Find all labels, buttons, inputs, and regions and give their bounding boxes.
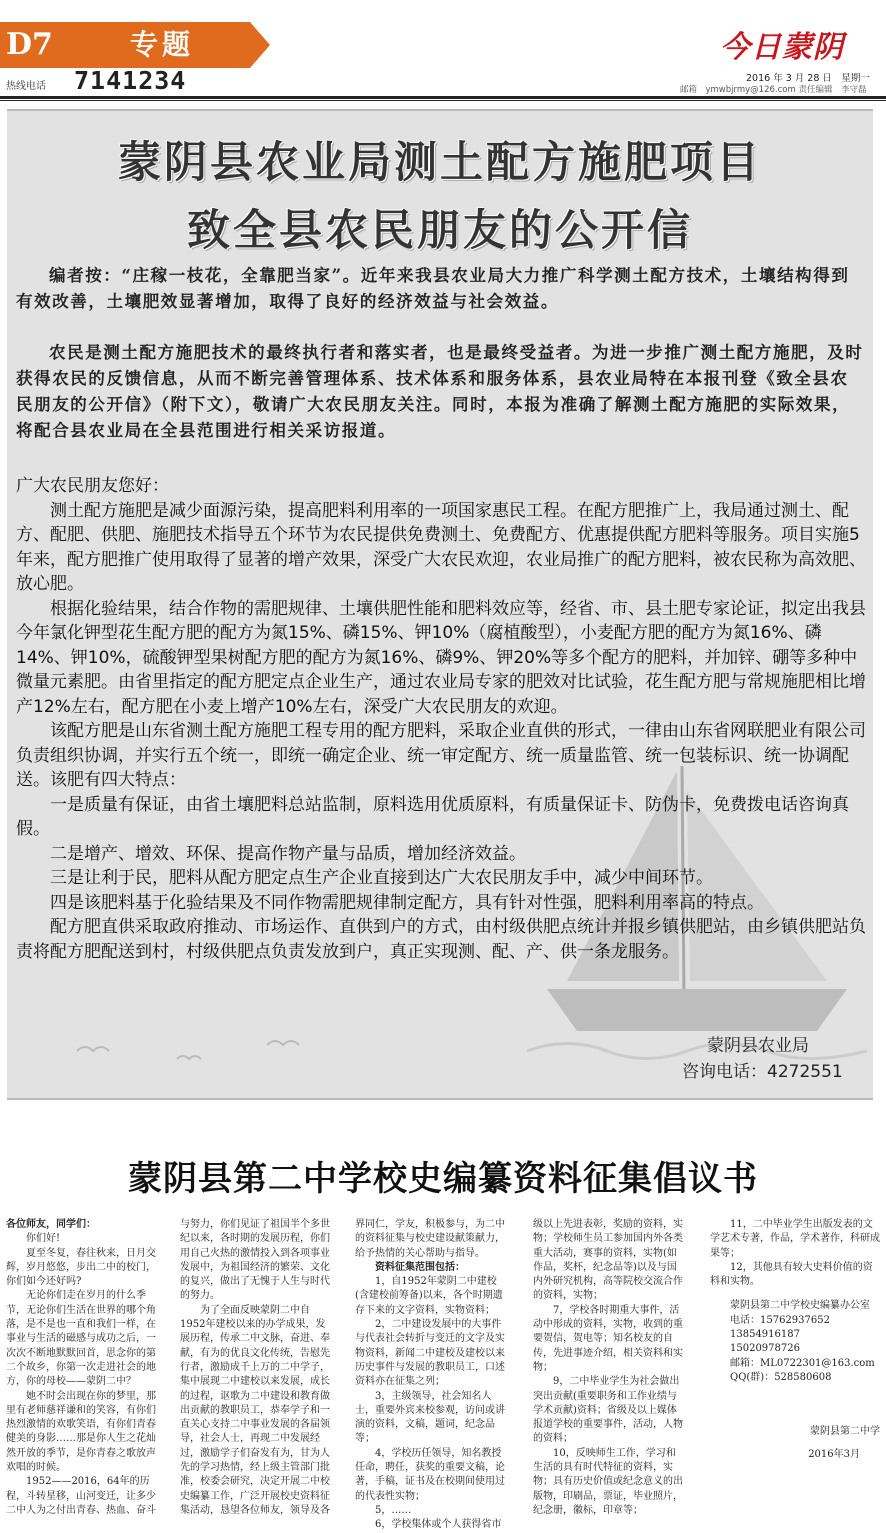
letter-paragraph: 三是让利于民，肥料从配方肥定点生产企业直接到达广大农民朋友手中，减少中间环节。 (50, 868, 713, 888)
letter-signature: 蒙阴县农业局 (707, 1036, 809, 1056)
column-paragraph: 11，二中毕业学生出版发表的文学艺术专著，作品，学术著作，科研成果等； (710, 1219, 880, 1259)
column-paragraph: 5，…… (375, 1504, 412, 1516)
seagull-icon (67, 1031, 367, 1071)
editor-contact: 邮箱 ymwbjrmy@126.com 责任编辑 李守磊 (680, 85, 867, 95)
page-number: D7 (6, 27, 53, 62)
office-qq: QQ(群)：528580608 (730, 1371, 832, 1383)
article-title: 蒙阴县第二中学校史编纂资料征集倡议书 (128, 1159, 758, 1199)
column-paragraph: 3，主级领导，社会知名人士，重要外宾来校参观，访问或讲演的资料，文稿，题词，纪念品等； (355, 1390, 505, 1445)
office-phone: 13854916187 (730, 1329, 800, 1341)
letter-paragraph: 配方肥直供采取政府推动、市场运作、直供到户的方式，由村级供肥点统计并报乡镇供肥站，由乡镇供肥站负责将配方肥配送到村，村级供肥点负责发放到户，真正实现测、配、产、供一条龙服务。 (16, 917, 866, 962)
column-paragraph: 10，反映师生工作，学习和生活的具有时代特征的资料，实物；具有历史价值或纪念意义的出版物，印刷品，票证，毕业照片，纪念册，徽标，印章等； (533, 1447, 683, 1516)
section-name: 专题 (130, 28, 195, 61)
column-paragraph: 2，二中建设发展中的大事件与代表社会转折与变迁的文字及实物资料，新闻二中建校及建校以来历史事件与发展的教职员工，口述资料亦在征集之列； (355, 1319, 505, 1388)
office-phone: 电话：15762937652 (730, 1314, 830, 1326)
article-column-3 (355, 1218, 507, 1533)
notice-title-line2: 致全县农民朋友的公开信 (187, 206, 693, 256)
article-column-2 (180, 1218, 332, 1518)
article-column-1 (6, 1218, 158, 1518)
letter-paragraph: 二是增产、增效、环保、提高作物产量与品质，增加经济效益。 (50, 843, 526, 864)
column-paragraph: 1952——2016，64年的历程，斗转星移，山河变迁，让多少二中人为之付出青春、热血、奋斗 (6, 1476, 156, 1516)
column-paragraph: 无论你们走在岁月的什么季节，无论你们生活在世界的哪个角落，是不是也一直和我们一样，在事业与生活的磁感与成功之后，一次次不断地默默回首，思念你的第二个故乡，你第一次走进社会的地方，你的母校——蒙阴二中？ (6, 1290, 156, 1388)
column-paragraph: 级以上先进表彰，奖励的资料，实物；学校师生员工参加国内外各类重大活动，赛事的资料，实物(如作品，奖杯，纪念品等)以及与国内外研究机构，高等院校交流合作的资料，实物； (533, 1219, 683, 1302)
editor-note: 编者按：“庄稼一枝花，全靠肥当家”。近年来我县农业局大力推广科学测土配方技术，土壤结构得到有效改善，土壤肥效显著增加，取得了良好的经济效益与社会效益。 (16, 266, 850, 311)
open-letter-panel (7, 109, 873, 1100)
header-divider-thin (0, 100, 886, 101)
letter-greeting: 广大农民朋友您好： (16, 476, 169, 496)
column-paragraph: 7，学校各时期重大事件，活动中形成的资料，实物，收到的重要贺信，贺电等；知名校友的自传，先进事迹介绍，相关资料和实物； (533, 1304, 683, 1373)
column-paragraph: 为了全面反映蒙阴二中自1952年建校以来的办学成果，发展历程，传承二中文脉，奋进、奉献，有为的优良文化传统，告慰先行者，激励成千上万的二中学子，集中展现二中建校以来发展，成长的过程，讴歌为二中建设和教育做出贡献的教职员工，恭奉学子和一直关心支持二中事业发展的各届领导，社会人士，再现二中发展经过，激励学子们奋发有为，甘为人先的学习热情，经上级主管部门批准，校委会研究，决定开展二中校史编纂工作，广泛开展校史资料征集活动，恳望各位师友，领导及各 (180, 1304, 330, 1516)
column-paragraph: 界同仁，学友，积极参与，为二中的资料征集与校史建设献策献力，给予热情的关心帮助与指导。 (355, 1219, 505, 1259)
column-paragraph: 4，学校历任领导，知名教授任命，聘任，获奖的重要文稿，论著，手稿，证书及在校期间使用过的代表性实物； (355, 1447, 505, 1502)
letter-paragraph: 根据化验结果，结合作物的需肥规律、土壤供肥性能和肥料效应等，经省、市、县土肥专家论证，拟定出我县今年氯化钾型花生配方肥的配方为氮15%、磷15%、钾10%（腐植酸型），小麦配方肥的配方为氮16%、磷14%、钾10%，硫酸钾型果树配方肥的配方为氮16%、磷9%、钾20%等多个配方的肥料，并加锌、硼等多种中微量元素肥。由省里指定的配方肥定点企业生产，通过农业局专家的肥效对比试验，花生配方肥与常规施肥相比增产12%左右，配方肥在小麦上增产10%左右，深受广大农民朋友的欢迎。 (16, 598, 866, 717)
letter-paragraph: 测土配方施肥是减少面源污染，提高肥料利用率的一项国家惠民工程。在配方肥推广上，我局通过测土、配方、配肥、供肥、施肥技术指导五个环节为农民提供免费测土、免费配方、优惠提供配方肥料等服务。项目实施5年来，配方肥推广使用取得了显著的增产效果，深受广大农民欢迎，农业局推广的配方肥料，被农民称为高效肥、放心肥。 (16, 500, 866, 594)
letter-body (16, 474, 871, 964)
column-paragraph: 6，学校集体或个人获得省市 (375, 1519, 502, 1531)
column-paragraph: 12，其他具有较大史料价值的资料和实物。 (710, 1261, 873, 1288)
letter-paragraph: 四是该肥料基于化验结果及不同作物需肥规律制定配方，具有针对性强，肥料利用率高的特点。 (50, 892, 764, 913)
salutation: 各位师友，同学们： (6, 1219, 96, 1230)
column-paragraph: 她不时会出现在你的梦里，那里有老师慈祥谦和的笑容，有你们热烈激情的欢歌笑语，有你们青春健美的身影……那是你人生之花灿然开放的季节，是你青春之歌放声欢唱的时候。 (6, 1390, 156, 1474)
column-paragraph: 你们好! (26, 1233, 61, 1245)
office-name: 蒙阴县第二中学校史编纂办公室 (730, 1300, 870, 1312)
issue-date: 2016 年 3 月 28 日 星期一 (746, 73, 870, 84)
collection-scope-heading: 资料征集范围包括： (375, 1261, 465, 1273)
office-email: 邮箱：ML0722301@163.com (730, 1357, 875, 1369)
hotline-label: 热线电话 (6, 81, 46, 92)
header-divider (0, 96, 886, 99)
notice-title-line1: 蒙阴县农业局测土配方施肥项目 (118, 138, 762, 188)
hotline-number: 7141234 (74, 66, 187, 95)
column-paragraph: 与努力，你们见证了祖国半个多世纪以来，各时期的发展历程，你们用自己火热的激情投入到各项事业发展中，为祖国经济的繁荣、文化的复兴，做出了无愧于人生与时代的努力。 (180, 1219, 330, 1302)
article-column-5 (710, 1218, 880, 1462)
consult-phone: 咨询电话：4272551 (682, 1062, 843, 1082)
issue-date-footer: 2016年3月 (808, 1448, 860, 1460)
article-column-4 (533, 1218, 685, 1518)
column-paragraph: 1，自1952年蒙阴二中建校(含建校前筹备)以来，各个时期遗存下来的文字资料，实物资料； (355, 1276, 503, 1316)
letter-paragraph: 一是质量有保证，由省土壤肥料总站监制，原料选用优质原料，有质量保证卡、防伪卡，免费拨电话咨询真假。 (16, 794, 849, 839)
column-paragraph: 9，二中毕业学生为社会做出突出贡献(重要职务和工作业绩与学术贡献)资料；省级及以上媒体报道学校的重要事件，活动，人物的资料； (533, 1376, 683, 1445)
letter-paragraph: 该配方肥是山东省测土配方施肥工程专用的配方肥料，采取企业直供的形式，一律由山东省网联肥业有限公司负责组织协调，并实行五个统一，即统一确定企业、统一审定配方、统一质量监管、统一包装标识、统一协调配送。该肥有四大特点： (16, 721, 866, 790)
column-paragraph: 夏至冬复，春往秋来，日月交辉，岁月悠悠，步出二中的校门，你们如今还好吗? (6, 1247, 156, 1288)
office-phone: 15020978726 (730, 1343, 800, 1355)
newspaper-logo: 今日蒙阴 (720, 30, 844, 65)
editor-note-continued: 农民是测土配方施肥技术的最终执行者和落实者，也是最终受益者。为进一步推广测土配方施肥，及时获得农民的反馈信息，从而不断完善管理体系、技术体系和服务体系，县农业局特在本报刊登《致全县农民朋友的公开信》（附下文），敬请广大农民朋友关注。同时，本报为准确了解测土配方施肥的实际效果，将配合县农业局在全县范围进行相关采访报道。 (16, 343, 864, 440)
issuer: 蒙阴县第二中学 (810, 1426, 880, 1438)
